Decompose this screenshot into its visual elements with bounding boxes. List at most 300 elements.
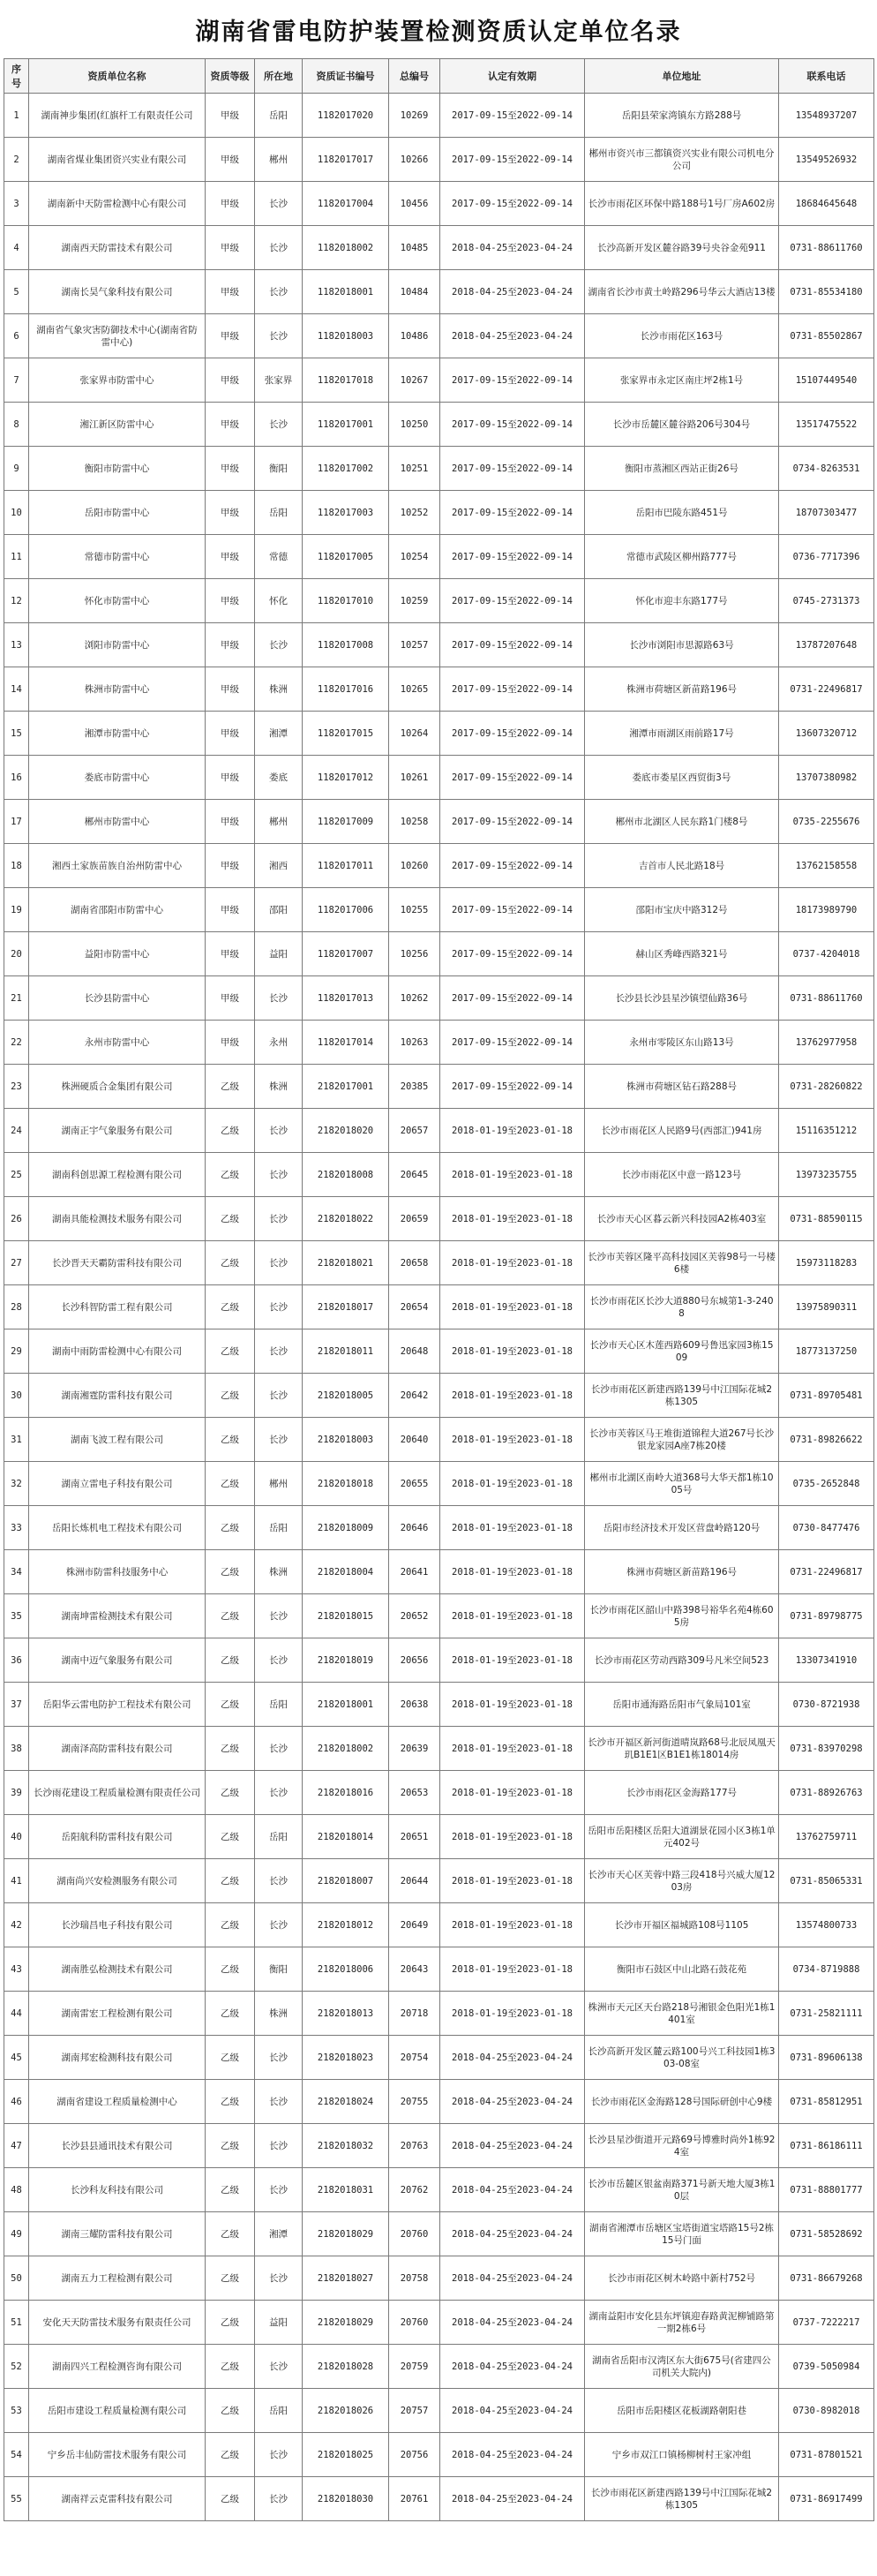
cell-unit-address: 长沙市雨花区金海路177号 [585, 1771, 779, 1815]
cell-location: 张家界 [255, 358, 303, 403]
cell-validity-period: 2018-01-19至2023-01-18 [440, 1197, 585, 1241]
cell-qualification-level: 乙级 [206, 2168, 255, 2212]
cell-unit-address: 长沙市岳麓区麓谷路206号304号 [585, 403, 779, 447]
cell-seq-number: 5 [4, 270, 29, 314]
cell-unit-address: 长沙市浏阳市思源路63号 [585, 623, 779, 667]
cell-contact-phone: 15973118283 [779, 1241, 874, 1285]
cell-validity-period: 2018-01-19至2023-01-18 [440, 1241, 585, 1285]
table-body [4, 94, 874, 2521]
cell-validity-period: 2018-01-19至2023-01-18 [440, 1727, 585, 1771]
cell-qualification-level: 甲级 [206, 182, 255, 226]
cell-qualification-level: 甲级 [206, 270, 255, 314]
table-row [4, 579, 874, 623]
cell-contact-phone: 0731-88611760 [779, 226, 874, 270]
cell-contact-phone: 18684645648 [779, 182, 874, 226]
cell-total-number: 10265 [389, 667, 440, 712]
cell-unit-name: 湖南新中天防雷检测中心有限公司 [29, 182, 206, 226]
cell-unit-name: 湖南西天防雷技术有限公司 [29, 226, 206, 270]
cell-contact-phone: 0734-8263531 [779, 447, 874, 491]
header-row [4, 59, 874, 94]
cell-qualification-level: 甲级 [206, 932, 255, 976]
cell-validity-period: 2018-04-25至2023-04-24 [440, 2477, 585, 2521]
cell-unit-address: 岳阳县荣家湾镇东方路288号 [585, 94, 779, 138]
cell-location: 株洲 [255, 1992, 303, 2036]
cell-unit-name: 常德市防雷中心 [29, 535, 206, 579]
cell-contact-phone: 0731-22496817 [779, 667, 874, 712]
column-header-validity-period: 认定有效期 [440, 59, 585, 94]
table-row [4, 888, 874, 932]
table-row [4, 2212, 874, 2256]
cell-total-number: 10263 [389, 1021, 440, 1065]
cell-total-number: 20641 [389, 1550, 440, 1594]
cell-seq-number: 40 [4, 1815, 29, 1859]
cell-qualification-level: 甲级 [206, 623, 255, 667]
table-row [4, 1815, 874, 1859]
cell-qualification-level: 甲级 [206, 756, 255, 800]
cell-unit-address: 长沙市天心区木莲西路609号鲁迅家园3栋1509 [585, 1329, 779, 1374]
cell-unit-address: 长沙市雨花区新建西路139号中江国际花城2栋1305 [585, 2477, 779, 2521]
cell-certificate-number: 2182018026 [303, 2389, 389, 2433]
document-title: 湖南省雷电防护装置检测资质认定单位名录 [195, 19, 682, 46]
cell-seq-number: 27 [4, 1241, 29, 1285]
cell-unit-address: 娄底市娄星区西贸街3号 [585, 756, 779, 800]
cell-seq-number: 34 [4, 1550, 29, 1594]
cell-unit-name: 长沙瑞昌电子科技有限公司 [29, 1903, 206, 1947]
cell-validity-period: 2017-09-15至2022-09-14 [440, 1021, 585, 1065]
cell-contact-phone: 0730-8982018 [779, 2389, 874, 2433]
cell-qualification-level: 甲级 [206, 138, 255, 182]
column-header-unit-name: 资质单位名称 [29, 59, 206, 94]
table-row [4, 2256, 874, 2301]
cell-seq-number: 38 [4, 1727, 29, 1771]
cell-qualification-level: 乙级 [206, 1418, 255, 1462]
cell-unit-name: 湖南湘霆防雷科技有限公司 [29, 1374, 206, 1418]
cell-contact-phone: 13549526932 [779, 138, 874, 182]
cell-unit-name: 张家界市防雷中心 [29, 358, 206, 403]
cell-contact-phone: 13787207648 [779, 623, 874, 667]
cell-location: 郴州 [255, 1462, 303, 1506]
cell-qualification-level: 乙级 [206, 2345, 255, 2389]
table-row [4, 712, 874, 756]
cell-seq-number: 47 [4, 2124, 29, 2168]
table-row [4, 1109, 874, 1153]
table-row [4, 1683, 874, 1727]
cell-qualification-level: 乙级 [206, 2080, 255, 2124]
cell-total-number: 20652 [389, 1594, 440, 1638]
cell-certificate-number: 2182018014 [303, 1815, 389, 1859]
cell-total-number: 10485 [389, 226, 440, 270]
cell-unit-name: 湖南长昊气象科技有限公司 [29, 270, 206, 314]
table-row [4, 2433, 874, 2477]
cell-unit-address: 长沙市雨花区人民路9号(西部汇)941房 [585, 1109, 779, 1153]
cell-total-number: 20656 [389, 1638, 440, 1683]
cell-contact-phone: 0731-85534180 [779, 270, 874, 314]
table-row [4, 2036, 874, 2080]
cell-location: 长沙 [255, 2080, 303, 2124]
column-header-contact-phone: 联系电话 [779, 59, 874, 94]
cell-location: 长沙 [255, 1374, 303, 1418]
cell-certificate-number: 1182017011 [303, 844, 389, 888]
cell-seq-number: 4 [4, 226, 29, 270]
cell-seq-number: 1 [4, 94, 29, 138]
cell-validity-period: 2018-04-25至2023-04-24 [440, 314, 585, 358]
cell-contact-phone: 0737-4204018 [779, 932, 874, 976]
cell-location: 株洲 [255, 667, 303, 712]
cell-qualification-level: 乙级 [206, 1197, 255, 1241]
cell-certificate-number: 2182018018 [303, 1462, 389, 1506]
cell-contact-phone: 0735-2255676 [779, 800, 874, 844]
cell-unit-name: 湖南中雨防雷检测中心有限公司 [29, 1329, 206, 1374]
cell-total-number: 10258 [389, 800, 440, 844]
cell-total-number: 20759 [389, 2345, 440, 2389]
cell-validity-period: 2018-01-19至2023-01-18 [440, 1683, 585, 1727]
cell-unit-name: 湖南五力工程检测有限公司 [29, 2256, 206, 2301]
cell-unit-address: 永州市零陵区东山路13号 [585, 1021, 779, 1065]
cell-location: 长沙 [255, 1638, 303, 1683]
cell-validity-period: 2018-04-25至2023-04-24 [440, 2433, 585, 2477]
table-row [4, 1727, 874, 1771]
cell-qualification-level: 甲级 [206, 667, 255, 712]
table-row [4, 2080, 874, 2124]
cell-unit-address: 长沙县长沙县星沙镇望仙路36号 [585, 976, 779, 1021]
cell-unit-address: 长沙市雨花区金海路128号国际研创中心9楼 [585, 2080, 779, 2124]
cell-validity-period: 2018-01-19至2023-01-18 [440, 1638, 585, 1683]
cell-certificate-number: 1182018001 [303, 270, 389, 314]
cell-location: 长沙 [255, 2433, 303, 2477]
cell-contact-phone: 0731-58528692 [779, 2212, 874, 2256]
cell-validity-period: 2018-04-25至2023-04-24 [440, 226, 585, 270]
cell-validity-period: 2018-04-25至2023-04-24 [440, 2301, 585, 2345]
cell-seq-number: 3 [4, 182, 29, 226]
cell-unit-name: 宁乡岳丰仙防雷技术服务有限公司 [29, 2433, 206, 2477]
cell-total-number: 10255 [389, 888, 440, 932]
cell-contact-phone: 0745-2731373 [779, 579, 874, 623]
cell-contact-phone: 0731-86917499 [779, 2477, 874, 2521]
cell-seq-number: 23 [4, 1065, 29, 1109]
cell-qualification-level: 甲级 [206, 976, 255, 1021]
cell-validity-period: 2017-09-15至2022-09-14 [440, 1065, 585, 1109]
cell-qualification-level: 乙级 [206, 1683, 255, 1727]
cell-location: 岳阳 [255, 94, 303, 138]
table-row [4, 2345, 874, 2389]
cell-contact-phone: 18707303477 [779, 491, 874, 535]
table-row [4, 1374, 874, 1418]
cell-location: 岳阳 [255, 1683, 303, 1727]
cell-seq-number: 50 [4, 2256, 29, 2301]
cell-unit-name: 湘西土家族苗族自治州防雷中心 [29, 844, 206, 888]
cell-contact-phone: 13762158558 [779, 844, 874, 888]
cell-certificate-number: 2182018028 [303, 2345, 389, 2389]
cell-location: 长沙 [255, 623, 303, 667]
cell-location: 长沙 [255, 1109, 303, 1153]
cell-contact-phone: 0731-22496817 [779, 1550, 874, 1594]
cell-contact-phone: 0739-5050984 [779, 2345, 874, 2389]
table-row [4, 1153, 874, 1197]
table-row [4, 138, 874, 182]
cell-total-number: 20761 [389, 2477, 440, 2521]
cell-seq-number: 53 [4, 2389, 29, 2433]
cell-validity-period: 2018-01-19至2023-01-18 [440, 1374, 585, 1418]
cell-certificate-number: 2182018019 [303, 1638, 389, 1683]
table-header [4, 59, 874, 94]
cell-seq-number: 33 [4, 1506, 29, 1550]
cell-contact-phone: 0731-88926763 [779, 1771, 874, 1815]
cell-unit-address: 株洲市荷塘区新苗路196号 [585, 667, 779, 712]
cell-unit-address: 长沙高新开发区麓谷路39号央谷金苑911 [585, 226, 779, 270]
cell-seq-number: 48 [4, 2168, 29, 2212]
cell-unit-name: 株洲市防雷科技服务中心 [29, 1550, 206, 1594]
cell-unit-name: 长沙县防雷中心 [29, 976, 206, 1021]
cell-validity-period: 2018-01-19至2023-01-18 [440, 1418, 585, 1462]
cell-validity-period: 2017-09-15至2022-09-14 [440, 932, 585, 976]
cell-qualification-level: 乙级 [206, 2389, 255, 2433]
cell-seq-number: 16 [4, 756, 29, 800]
cell-location: 岳阳 [255, 1815, 303, 1859]
cell-total-number: 20648 [389, 1329, 440, 1374]
cell-seq-number: 29 [4, 1329, 29, 1374]
cell-qualification-level: 甲级 [206, 314, 255, 358]
cell-validity-period: 2017-09-15至2022-09-14 [440, 800, 585, 844]
cell-qualification-level: 乙级 [206, 1947, 255, 1992]
cell-certificate-number: 2182018007 [303, 1859, 389, 1903]
cell-seq-number: 9 [4, 447, 29, 491]
table-row [4, 358, 874, 403]
cell-unit-name: 湖南邦宏检测科技有限公司 [29, 2036, 206, 2080]
cell-validity-period: 2018-04-25至2023-04-24 [440, 270, 585, 314]
cell-unit-address: 岳阳市巴陵东路451号 [585, 491, 779, 535]
cell-validity-period: 2017-09-15至2022-09-14 [440, 888, 585, 932]
cell-unit-name: 长沙县县通讯技术有限公司 [29, 2124, 206, 2168]
cell-unit-name: 岳阳市建设工程质量检测有限公司 [29, 2389, 206, 2433]
column-header-unit-address: 单位地址 [585, 59, 779, 94]
cell-qualification-level: 乙级 [206, 1815, 255, 1859]
cell-total-number: 20762 [389, 2168, 440, 2212]
cell-validity-period: 2017-09-15至2022-09-14 [440, 138, 585, 182]
cell-seq-number: 52 [4, 2345, 29, 2389]
qualification-table [4, 58, 874, 2521]
cell-seq-number: 41 [4, 1859, 29, 1903]
cell-qualification-level: 乙级 [206, 1859, 255, 1903]
cell-total-number: 10260 [389, 844, 440, 888]
cell-qualification-level: 甲级 [206, 94, 255, 138]
cell-validity-period: 2018-01-19至2023-01-18 [440, 1550, 585, 1594]
cell-location: 长沙 [255, 1903, 303, 1947]
cell-certificate-number: 2182018017 [303, 1285, 389, 1329]
cell-seq-number: 31 [4, 1418, 29, 1462]
cell-unit-name: 益阳市防雷中心 [29, 932, 206, 976]
cell-seq-number: 30 [4, 1374, 29, 1418]
cell-total-number: 20659 [389, 1197, 440, 1241]
cell-seq-number: 18 [4, 844, 29, 888]
table-row [4, 1594, 874, 1638]
table-row [4, 2301, 874, 2345]
cell-total-number: 10250 [389, 403, 440, 447]
cell-qualification-level: 甲级 [206, 888, 255, 932]
cell-total-number: 20642 [389, 1374, 440, 1418]
cell-unit-name: 湖南省气象灾害防御技术中心(湖南省防雷中心) [29, 314, 206, 358]
cell-qualification-level: 乙级 [206, 1638, 255, 1683]
cell-location: 长沙 [255, 976, 303, 1021]
cell-seq-number: 2 [4, 138, 29, 182]
table-row [4, 1859, 874, 1903]
cell-contact-phone: 0731-89705481 [779, 1374, 874, 1418]
cell-unit-name: 湖南雷宏工程检测有限公司 [29, 1992, 206, 2036]
cell-qualification-level: 甲级 [206, 535, 255, 579]
cell-qualification-level: 乙级 [206, 1109, 255, 1153]
cell-contact-phone: 0737-7222217 [779, 2301, 874, 2345]
cell-certificate-number: 2182018005 [303, 1374, 389, 1418]
cell-validity-period: 2018-01-19至2023-01-18 [440, 1859, 585, 1903]
cell-unit-address: 湘潭市雨湖区雨前路17号 [585, 712, 779, 756]
cell-contact-phone: 13762977958 [779, 1021, 874, 1065]
cell-qualification-level: 乙级 [206, 1065, 255, 1109]
cell-validity-period: 2018-01-19至2023-01-18 [440, 1594, 585, 1638]
cell-total-number: 20756 [389, 2433, 440, 2477]
cell-seq-number: 25 [4, 1153, 29, 1197]
cell-certificate-number: 2182018031 [303, 2168, 389, 2212]
cell-certificate-number: 1182018002 [303, 226, 389, 270]
table-row [4, 535, 874, 579]
column-header-certificate-number: 资质证书编号 [303, 59, 389, 94]
cell-unit-name: 岳阳航科防雷科技有限公司 [29, 1815, 206, 1859]
cell-unit-address: 衡阳市石鼓区中山北路石鼓花苑 [585, 1947, 779, 1992]
cell-seq-number: 46 [4, 2080, 29, 2124]
cell-location: 长沙 [255, 1329, 303, 1374]
cell-qualification-level: 乙级 [206, 2301, 255, 2345]
cell-qualification-level: 甲级 [206, 358, 255, 403]
cell-unit-name: 湖南中迈气象服务有限公司 [29, 1638, 206, 1683]
cell-total-number: 20654 [389, 1285, 440, 1329]
table-row [4, 2477, 874, 2521]
cell-contact-phone: 13548937207 [779, 94, 874, 138]
cell-unit-address: 赫山区秀峰西路321号 [585, 932, 779, 976]
cell-location: 长沙 [255, 2345, 303, 2389]
cell-unit-name: 湘江新区防雷中心 [29, 403, 206, 447]
cell-qualification-level: 乙级 [206, 1462, 255, 1506]
cell-unit-address: 衡阳市蒸湘区西站正街26号 [585, 447, 779, 491]
cell-certificate-number: 1182017009 [303, 800, 389, 844]
cell-total-number: 20718 [389, 1992, 440, 2036]
cell-certificate-number: 1182017003 [303, 491, 389, 535]
cell-qualification-level: 乙级 [206, 1771, 255, 1815]
cell-certificate-number: 2182018027 [303, 2256, 389, 2301]
cell-qualification-level: 乙级 [206, 1727, 255, 1771]
table-row [4, 844, 874, 888]
table-row [4, 623, 874, 667]
cell-total-number: 20644 [389, 1859, 440, 1903]
cell-seq-number: 22 [4, 1021, 29, 1065]
cell-contact-phone: 0731-89798775 [779, 1594, 874, 1638]
cell-location: 长沙 [255, 182, 303, 226]
cell-unit-address: 岳阳市岳阳楼区花板湖路朝阳巷 [585, 2389, 779, 2433]
cell-location: 衡阳 [255, 1947, 303, 1992]
cell-location: 益阳 [255, 932, 303, 976]
table-row [4, 667, 874, 712]
cell-unit-name: 郴州市防雷中心 [29, 800, 206, 844]
cell-total-number: 10456 [389, 182, 440, 226]
table-row [4, 932, 874, 976]
cell-contact-phone: 0731-85065331 [779, 1859, 874, 1903]
cell-contact-phone: 13762759711 [779, 1815, 874, 1859]
cell-location: 岳阳 [255, 1506, 303, 1550]
cell-location: 长沙 [255, 314, 303, 358]
cell-location: 郴州 [255, 138, 303, 182]
cell-contact-phone: 0731-28260822 [779, 1065, 874, 1109]
cell-unit-address: 邵阳市宝庆中路312号 [585, 888, 779, 932]
cell-certificate-number: 2182017001 [303, 1065, 389, 1109]
cell-certificate-number: 2182018022 [303, 1197, 389, 1241]
cell-seq-number: 44 [4, 1992, 29, 2036]
cell-total-number: 20657 [389, 1109, 440, 1153]
cell-seq-number: 54 [4, 2433, 29, 2477]
cell-total-number: 10269 [389, 94, 440, 138]
table-row [4, 1197, 874, 1241]
cell-contact-phone: 0731-89826622 [779, 1418, 874, 1462]
cell-validity-period: 2018-01-19至2023-01-18 [440, 1815, 585, 1859]
cell-certificate-number: 2182018029 [303, 2212, 389, 2256]
cell-qualification-level: 甲级 [206, 800, 255, 844]
cell-unit-name: 湖南祥云克雷科技有限公司 [29, 2477, 206, 2521]
cell-unit-address: 长沙市雨花区新建西路139号中江国际花城2栋1305 [585, 1374, 779, 1418]
cell-validity-period: 2018-01-19至2023-01-18 [440, 1285, 585, 1329]
table-row [4, 1947, 874, 1992]
cell-seq-number: 6 [4, 314, 29, 358]
cell-seq-number: 37 [4, 1683, 29, 1727]
cell-contact-phone: 13707380982 [779, 756, 874, 800]
cell-location: 常德 [255, 535, 303, 579]
cell-unit-name: 永州市防雷中心 [29, 1021, 206, 1065]
cell-certificate-number: 1182017007 [303, 932, 389, 976]
cell-certificate-number: 1182017018 [303, 358, 389, 403]
cell-certificate-number: 1182017005 [303, 535, 389, 579]
cell-seq-number: 13 [4, 623, 29, 667]
cell-total-number: 20757 [389, 2389, 440, 2433]
cell-unit-name: 湖南胜弘检测技术有限公司 [29, 1947, 206, 1992]
cell-certificate-number: 2182018015 [303, 1594, 389, 1638]
cell-location: 长沙 [255, 1859, 303, 1903]
cell-unit-name: 浏阳市防雷中心 [29, 623, 206, 667]
cell-contact-phone: 13607320712 [779, 712, 874, 756]
cell-total-number: 10251 [389, 447, 440, 491]
cell-total-number: 10259 [389, 579, 440, 623]
cell-unit-address: 岳阳市经济技术开发区营盘岭路120号 [585, 1506, 779, 1550]
cell-seq-number: 55 [4, 2477, 29, 2521]
cell-validity-period: 2017-09-15至2022-09-14 [440, 491, 585, 535]
cell-unit-name: 湖南省建设工程质量检测中心 [29, 2080, 206, 2124]
cell-contact-phone: 0735-2652848 [779, 1462, 874, 1506]
cell-certificate-number: 2182018016 [303, 1771, 389, 1815]
cell-validity-period: 2018-01-19至2023-01-18 [440, 1506, 585, 1550]
cell-qualification-level: 乙级 [206, 1285, 255, 1329]
cell-unit-name: 湖南科创思源工程检测有限公司 [29, 1153, 206, 1197]
cell-location: 株洲 [255, 1550, 303, 1594]
cell-validity-period: 2018-01-19至2023-01-18 [440, 1947, 585, 1992]
cell-total-number: 20760 [389, 2212, 440, 2256]
cell-location: 长沙 [255, 1594, 303, 1638]
cell-contact-phone: 13574800733 [779, 1903, 874, 1947]
table-row [4, 800, 874, 844]
cell-total-number: 10267 [389, 358, 440, 403]
cell-unit-address: 长沙市雨花区中意一路123号 [585, 1153, 779, 1197]
cell-qualification-level: 乙级 [206, 2433, 255, 2477]
cell-location: 长沙 [255, 1197, 303, 1241]
cell-contact-phone: 13975890311 [779, 1285, 874, 1329]
cell-location: 株洲 [255, 1065, 303, 1109]
cell-unit-name: 湖南四兴工程检测咨询有限公司 [29, 2345, 206, 2389]
cell-contact-phone: 15116351212 [779, 1109, 874, 1153]
cell-qualification-level: 乙级 [206, 2256, 255, 2301]
cell-unit-name: 湖南三耀防雷科技有限公司 [29, 2212, 206, 2256]
